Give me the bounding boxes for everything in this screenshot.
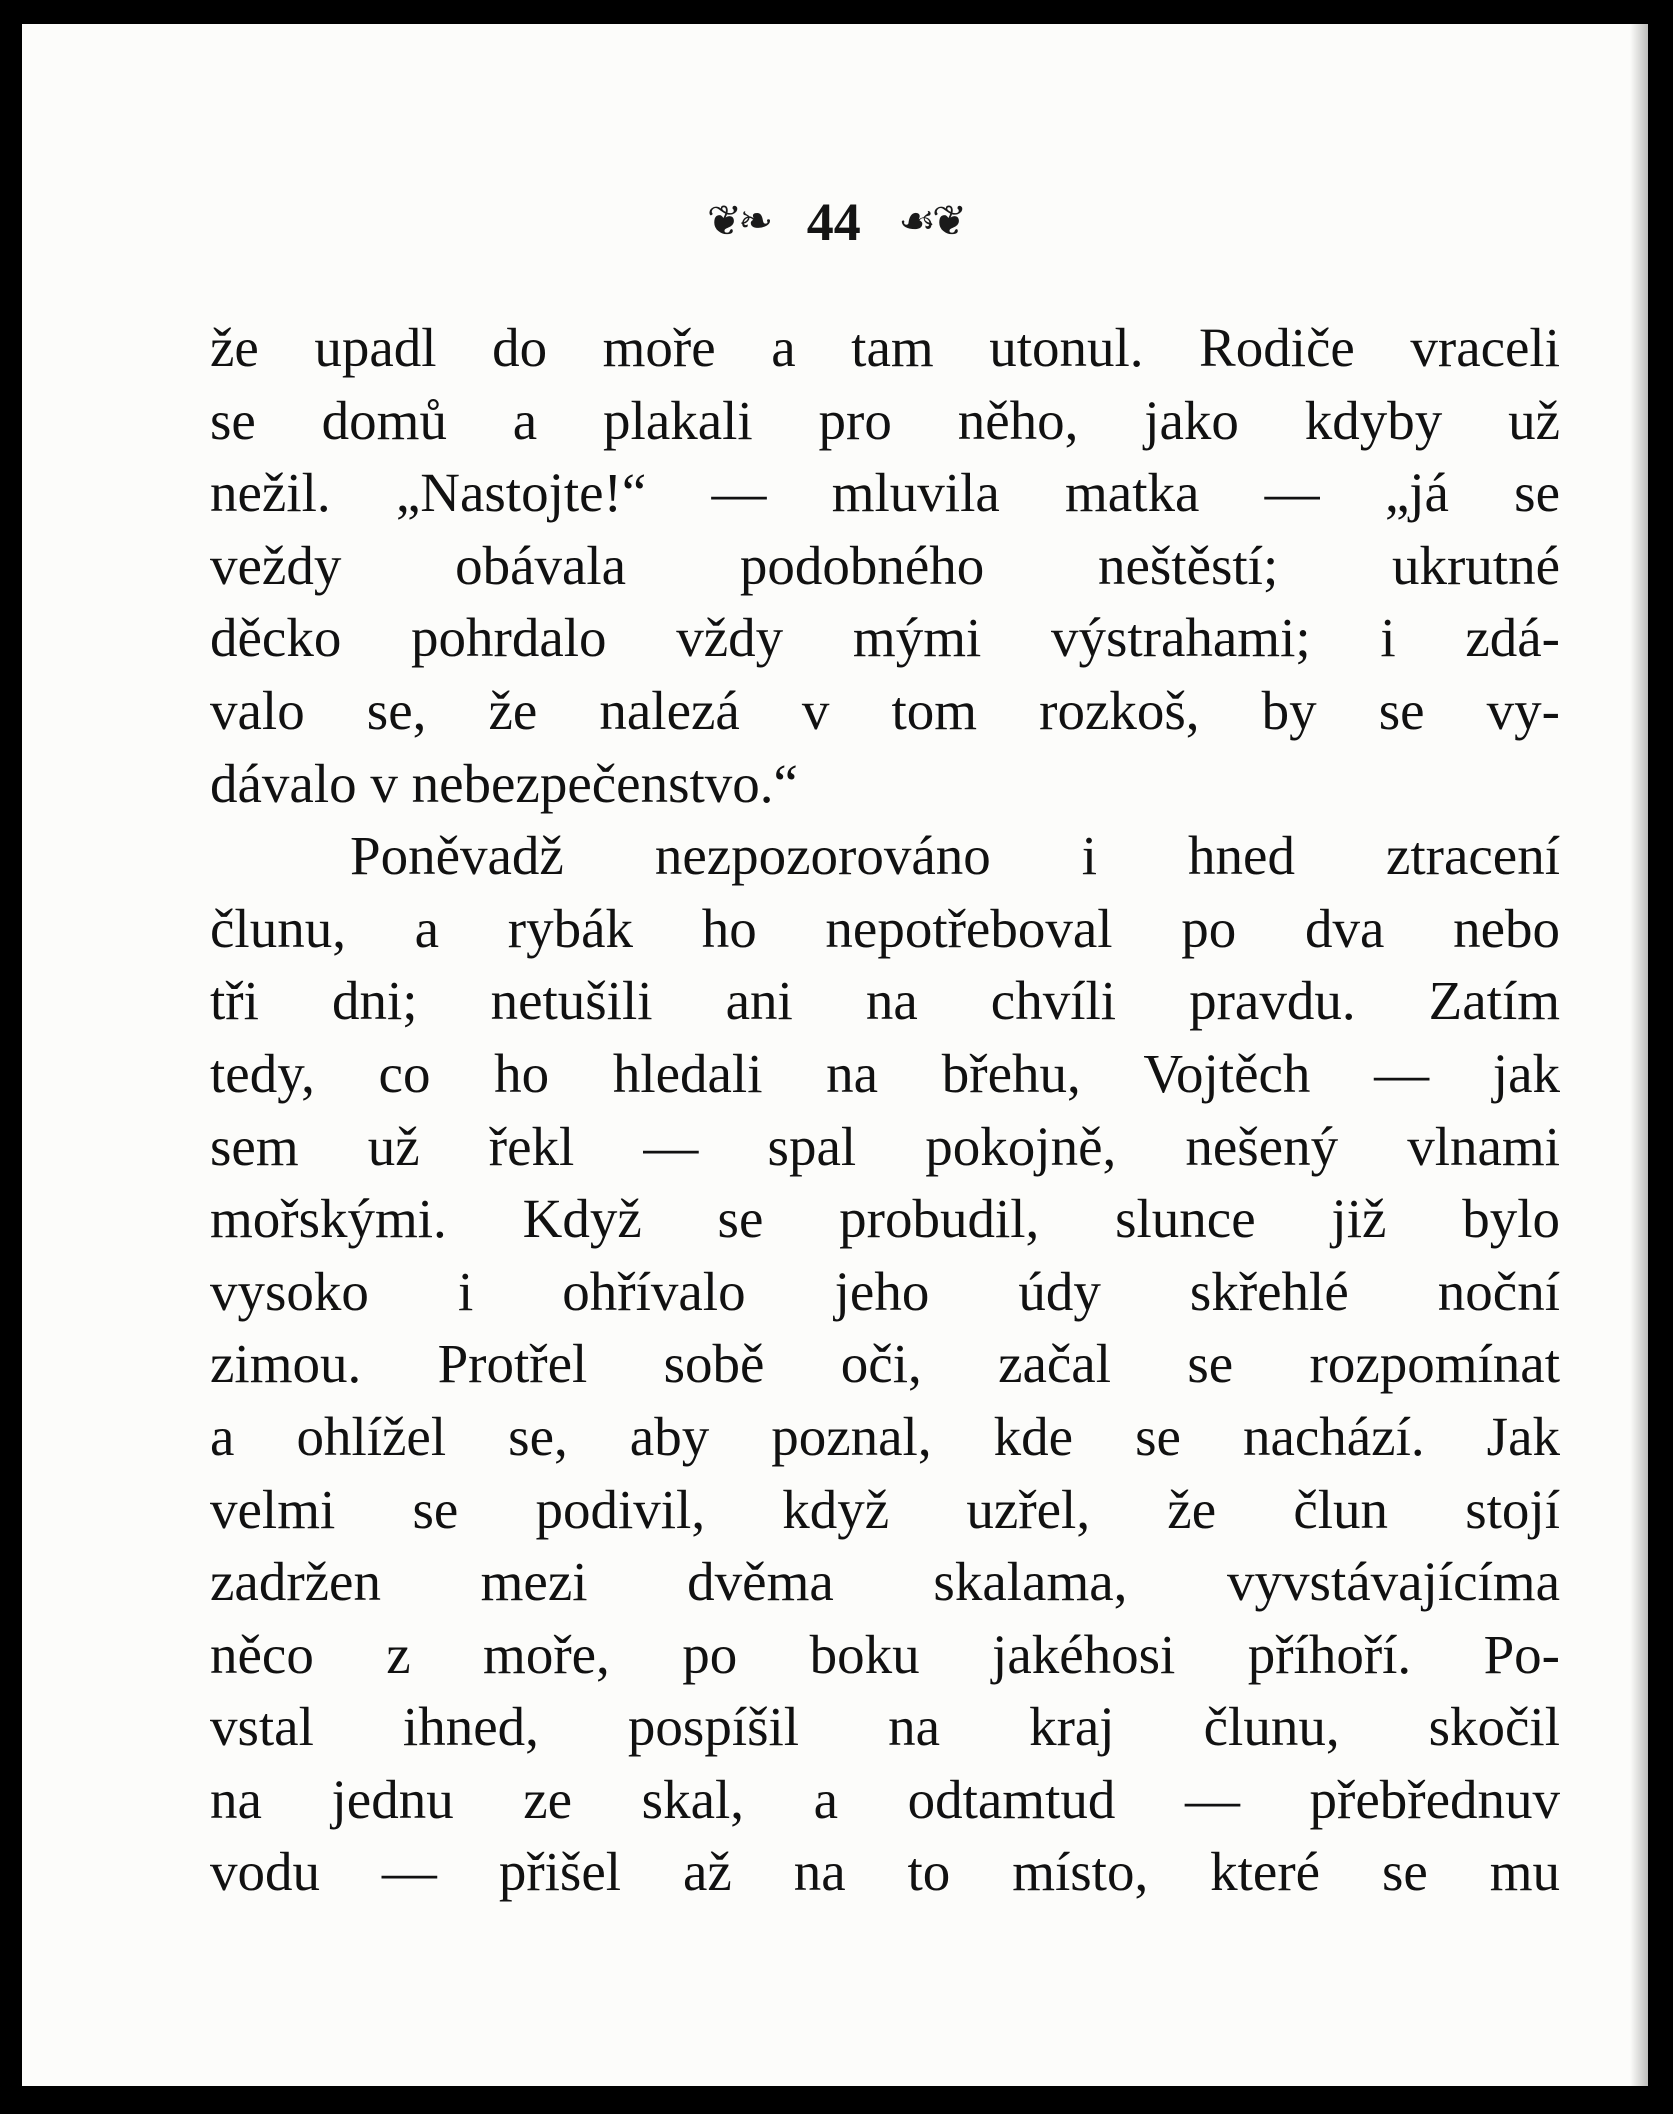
page-edge-shadow — [1630, 24, 1648, 2086]
text-line: velmi se podivil, když uzřel, že člun stojí — [210, 1478, 1560, 1540]
text-line: nežil. „Nastojte!“ — mluvila matka — „já se — [210, 462, 1560, 524]
text-line: valo se, že nalezá v tom rozkoš, by se vy- — [210, 679, 1560, 741]
text-line: vodu — přišel až na to místo, které se mu — [210, 1841, 1560, 1903]
text-line: na jednu ze skal, a odtamtud — přebřednuv — [210, 1768, 1560, 1830]
ornament-left-icon: ❦❧ — [706, 198, 770, 245]
text-line: zimou. Protřel sobě oči, začal se rozpomínat — [210, 1333, 1560, 1395]
text-line: a ohlížel se, aby poznal, kde se nachází. Jak — [210, 1405, 1560, 1467]
text-line: tři dni; netušili ani na chvíli pravdu. Zatím — [210, 970, 1560, 1032]
text-line: člunu, a rybák ho nepotřeboval po dva nebo — [210, 897, 1560, 959]
text-line: se domů a plakali pro něho, jako kdyby už — [210, 389, 1560, 451]
text-line: tedy, co ho hledali na břehu, Vojtěch — jak — [210, 1042, 1560, 1104]
body-text — [210, 312, 1560, 1909]
text-line: vysoko i ohřívalo jeho údy skřehlé noční — [210, 1260, 1560, 1322]
book-page — [22, 24, 1648, 2086]
text-line: něco z moře, po boku jakéhosi příhoří. Po- — [210, 1623, 1560, 1685]
text-line: veždy obávala podobného neštěstí; ukrutné — [210, 534, 1560, 596]
text-line: sem už řekl — spal pokojně, nešený vlnami — [210, 1115, 1560, 1177]
page-header — [22, 186, 1648, 252]
text-line: děcko pohrdalo vždy mými výstrahami; i zdá- — [210, 607, 1560, 669]
ornament-right-icon: ☙❦ — [898, 198, 964, 245]
text-line: vstal ihned, pospíšil na kraj člunu, skočil — [210, 1696, 1560, 1758]
text-line: zadržen mezi dvěma skalama, vyvstávajícíma — [210, 1551, 1560, 1613]
text-line: Poněvadž nezpozorováno i hned ztracení — [350, 825, 1560, 887]
text-line: mořskými. Když se probudil, slunce již bylo — [210, 1188, 1560, 1250]
text-line: dávalo v nebezpečenstvo.“ — [210, 752, 798, 814]
text-line: že upadl do moře a tam utonul. Rodiče vraceli — [210, 317, 1560, 378]
page-number: 44 — [806, 191, 861, 252]
